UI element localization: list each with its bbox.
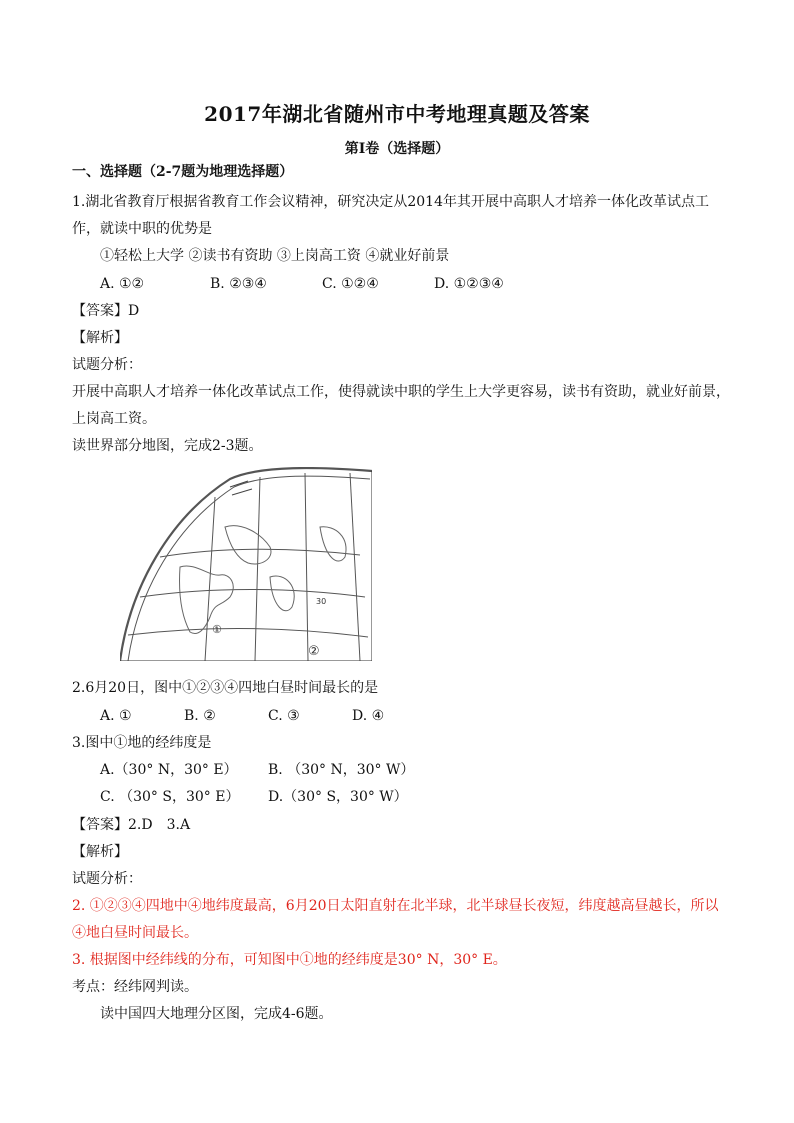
q1-stem-line1: 1.湖北省教育厅根据省教育工作会议精神，研究决定从2014年其开展中高职人才培养一体化改革试点工 (72, 194, 709, 210)
landmass-outline (179, 566, 233, 634)
parallel-line (140, 590, 365, 598)
q2-options (100, 706, 384, 726)
map-intro: 读世界部分地图，完成2-3题。 (72, 438, 263, 454)
q1-option-d: D. ①②③④ (434, 276, 504, 292)
next-intro: 读中国四大地理分区图，完成4-6题。 (100, 1006, 333, 1022)
map-marker-2: ② (308, 644, 320, 659)
q2-option-d: D. ④ (352, 708, 385, 724)
q3-option-a: A.（30° N，30° E） (100, 762, 238, 778)
q3-option-b: B. （30° N，30° W） (268, 762, 415, 778)
q1-option-c: C. ①②④ (322, 276, 379, 292)
meridian-line (255, 477, 260, 661)
parallel-line (128, 628, 368, 637)
q1-analysis-line2: 上岗高工资。 (72, 411, 156, 427)
q2-analysis-line2: ④地白昼时间最长。 (72, 925, 198, 941)
q1-stem-line2: 作，就读中职的优势是 (72, 221, 212, 237)
q1-options (100, 274, 504, 294)
q1-items: ①轻松上大学 ②读书有资助 ③上岗高工资 ④就业好前景 (100, 248, 450, 264)
landmass-outline (270, 576, 294, 611)
q1-option-a: A. ①② (100, 276, 145, 292)
q3-options-row1 (100, 760, 414, 780)
q1-option-b: B. ②③④ (210, 276, 267, 292)
section-heading: 一、选择题（2-7题为地理选择题） (72, 164, 294, 180)
q1-analysis-label: 【解析】 (72, 330, 128, 346)
meridian-line (350, 473, 360, 661)
map-marker-1: ① (212, 623, 222, 636)
page-title: 2017年湖北省随州市中考地理真题及答案 (204, 102, 590, 126)
q2-option-b: B. ② (184, 708, 216, 724)
landmass-outline (225, 526, 271, 564)
q23-analysis-intro: 试题分析： (72, 871, 142, 887)
q1-analysis-line1: 开展中高职人才培养一体化改革试点工作，使得就读中职的学生上大学更容易，读书有资助，就业好前景， (72, 384, 730, 400)
meridian-line (205, 497, 215, 661)
q3-option-d: D.（30° S，30° W） (268, 789, 408, 805)
q3-options-row2 (100, 787, 408, 807)
q2-analysis-line1: 2. ①②③④四地中④地纬度最高，6月20日太阳直射在北半球，北半球昼长夜短，纬度越高昼越长，所以 (72, 898, 719, 914)
q1-answer: 【答案】D (72, 303, 140, 319)
q2-stem: 2.6月20日，图中①②③④四地白昼时间最长的是 (72, 680, 379, 696)
q3-stem: 3.图中①地的经纬度是 (72, 735, 212, 751)
q3-analysis-line: 3. 根据图中经纬线的分布，可知图中①地的经纬度是30° N，30° E。 (72, 952, 507, 968)
q23-answer: 【答案】2.D 3.A (72, 817, 191, 833)
meridian-line (305, 473, 308, 661)
q3-option-c: C. （30° S，30° E） (100, 789, 240, 805)
part-subtitle: 第Ⅰ卷（选择题） (344, 141, 450, 157)
q2-option-a: A. ① (100, 708, 132, 724)
kaodian: 考点：经纬网判读。 (72, 979, 198, 995)
map-label-30: 30 (316, 597, 327, 606)
world-partial-map (120, 467, 372, 661)
q23-analysis-label: 【解析】 (72, 844, 128, 860)
landmass-outline (320, 527, 346, 561)
q1-analysis-intro: 试题分析： (72, 357, 142, 373)
q2-option-c: C. ③ (268, 708, 300, 724)
